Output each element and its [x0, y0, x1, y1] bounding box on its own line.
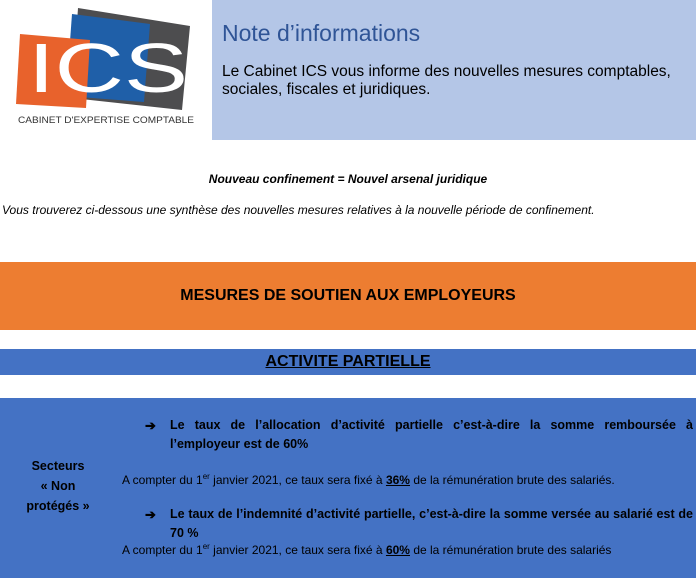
arrow-right-icon: ➔ [145, 507, 156, 522]
subject-line: Nouveau confinement = Nouvel arsenal juridique [208, 172, 488, 186]
sector-line-1: Secteurs [31, 459, 85, 473]
rate-percent: 36% [385, 473, 410, 487]
bullet-item [145, 505, 693, 543]
info-title: Note d’informations [222, 20, 421, 46]
logo-tagline: CABINET D'EXPERTISE COMPTABLE [18, 115, 194, 126]
subsection-header [0, 349, 696, 375]
sector-line-2: « Non [40, 479, 76, 493]
sector-label [6, 456, 110, 516]
rate-sentence: A compter du 1er janvier 2021, ce taux sera fixé à 36% de la rémunération brute des salariés. [122, 472, 615, 487]
section-title: MESURES DE SOUTIEN AUX EMPLOYEURS [180, 287, 516, 304]
arrow-right-icon: ➔ [145, 418, 156, 433]
ics-logo [12, 6, 200, 130]
bullet-text: Le taux de l’allocation d’activité partielle c’est-à-dire la somme remboursée à l’employeur est de 60% [170, 418, 693, 451]
info-panel [212, 0, 696, 140]
ics-logo-graphic [12, 6, 200, 130]
rate-sentence: A compter du 1er janvier 2021, ce taux sera fixé à 60% de la rémunération brute des salariés [122, 542, 612, 557]
rate-percent: 60% [385, 543, 410, 557]
subsection-title: ACTIVITE PARTIELLE [265, 353, 431, 370]
info-body: Le Cabinet ICS vous informe des nouvelles mesures comptables, sociales, fiscales et juridiques. [222, 63, 671, 98]
section-header [0, 262, 696, 330]
sector-line-3: protégés » [26, 499, 90, 513]
bullet-text: Le taux de l’indemnité d’activité partielle, c’est-à-dire la somme versée au salarié est de 70 % [170, 507, 693, 540]
logo-letters: ICS [28, 29, 188, 107]
intro-text: Vous trouverez ci-dessous une synthèse des nouvelles mesures relatives à la nouvelle période de confinement. [2, 203, 595, 217]
bullet-item [145, 416, 693, 454]
